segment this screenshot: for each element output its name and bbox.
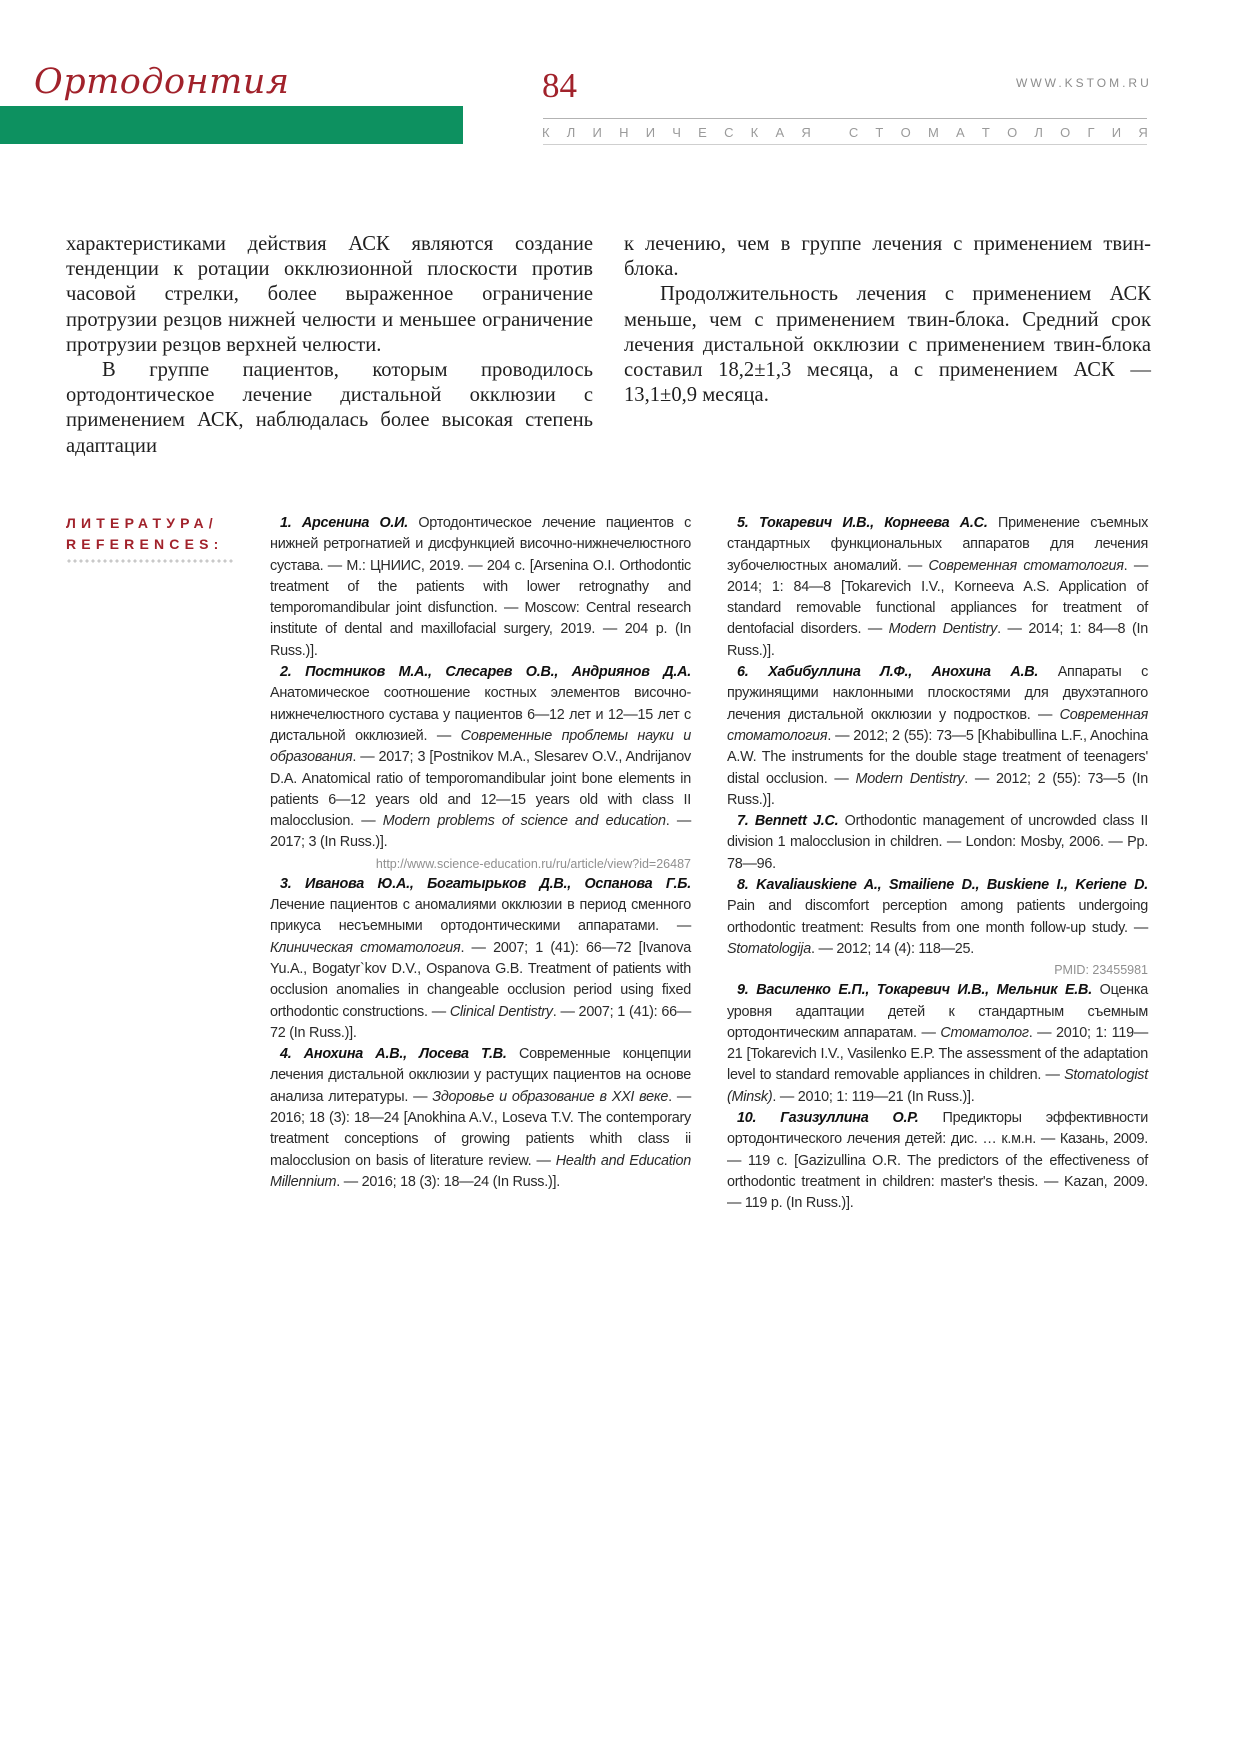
journal-name-letter: О <box>1060 125 1071 140</box>
reference-item <box>727 811 1148 875</box>
reference-text: Оценка уровня адаптации детей к стандартным съемным ортодонтическим аппаратам. — <box>727 982 1148 1041</box>
journal-name-letter: К <box>750 125 759 140</box>
reference-text: Аппараты с пружинящими наклонными плоскостями для двухэтапного лечения дистальной окклюзии у подростков. — <box>727 664 1149 723</box>
reference-number: 8. <box>737 877 749 894</box>
reference-journal-en: Modern problems of science and education <box>382 813 666 830</box>
references-heading-en: REFERENCES: <box>66 536 224 552</box>
reference-journal: Клиническая стоматология <box>270 939 461 956</box>
reference-item <box>270 662 691 854</box>
journal-name-letter: С <box>848 125 859 140</box>
reference-text-en: [Postnikov M.A., Slesarev O.V., Andrijanov D.A. Anatomical ratio of temporomandibular joint bone elements in patients 6—12 years old and 12—15 years old with class II malocclusion. — <box>270 749 691 830</box>
reference-journal-en: Modern Dentistry <box>888 621 998 638</box>
reference-journal: Стоматолог <box>940 1024 1029 1041</box>
journal-name-letter: О <box>900 125 911 140</box>
journal-name-letter: Н <box>619 125 629 140</box>
reference-issue: . — 2016; 18 (3): 18—24 <box>270 1088 691 1127</box>
journal-name-letter: А <box>956 125 965 140</box>
reference-authors: Иванова Ю.А., Богатырьков Д.В., Оспанова Г.Б. <box>304 875 691 892</box>
journal-name-letter: И <box>1111 125 1122 140</box>
dotted-divider <box>66 557 234 565</box>
reference-journal-en: Stomatologist (Minsk) <box>727 1067 1148 1105</box>
reference-text: Ортодонтическое лечение пациентов с нижней ретрогнатией и дисфункцией височно-нижнечелюстного сустава. — М.: ЦНИИС, 2019. — 204 с. <box>270 515 692 574</box>
reference-journal-en: Clinical Dentistry <box>449 1003 553 1020</box>
reference-issue: . — 2007; 1 (41): 66—72 <box>460 939 632 956</box>
reference-journal: Современные проблемы науки и образования <box>270 727 691 766</box>
journal-name <box>542 125 1148 140</box>
reference-issue: . — 2012; 2 (55): 73—5 <box>827 727 974 744</box>
journal-name-letter: Л <box>566 125 576 140</box>
journal-name-letter: И <box>645 125 656 140</box>
reference-authors: Постников М.А., Слесарев О.В., Андриянов Д.А. <box>305 664 692 681</box>
reference-issue: . — 2012; 14 (4): 118—25. <box>810 940 975 957</box>
journal-name-letter: К <box>542 125 550 140</box>
section-title: Ортодонтия <box>34 62 290 102</box>
reference-issue: . — 2010; 1: 119—21 <box>727 1024 1149 1063</box>
website-url[interactable]: WWW.KSTOM.RU <box>1016 76 1152 90</box>
reference-item <box>727 875 1148 960</box>
reference-text: Лечение пациентов с аномалиями окклюзии в период сменного прикуса несъемными ортодонтическими аппаратами. — <box>270 897 691 935</box>
references-heading-ru: ЛИТЕРАТУРА/ <box>66 515 218 531</box>
reference-text-en: [Tokarevich I.V., Vasilenko E.P. The assessment of the adaptation level to standard removable appliances in children. — <box>727 1046 1149 1084</box>
reference-journal-en: Modern Dentistry <box>855 770 965 787</box>
reference-journal: Stomatologija <box>727 940 811 957</box>
reference-number: 6. <box>737 664 749 681</box>
reference-authors: Токаревич И.В., Корнеева А.С. <box>758 515 988 531</box>
references-column-1 <box>270 513 691 1193</box>
references-heading <box>66 513 224 555</box>
reference-text-en: [Khabibullina L.F., Anochina A.W. The instruments for the double stage treatment of teenagers' distal occlusion. — <box>727 727 1149 787</box>
reference-text-en: [Tokarevich I.V., Korneeva A.S. Application of standard removable functional appliances for treatment of dentofacial disorders. — <box>727 578 1149 638</box>
reference-number: 4. <box>280 1046 292 1063</box>
reference-number: 1. <box>280 515 292 531</box>
reference-authors: Арсенина О.И. <box>301 515 409 531</box>
reference-authors: Анохина А.В., Лосева Т.В. <box>303 1046 507 1063</box>
journal-name-letter: М <box>927 125 939 140</box>
reference-text: Анатомическое соотношение костных элементов височно-нижнечелюстного сустава у пациентов 6—12 лет и 12—15 лет с дистальной окклюзией. — <box>270 685 691 744</box>
reference-issue-en: . — 2016; 18 (3): 18—24 (In Russ.)]. <box>336 1173 561 1190</box>
reference-authors: Kavaliauskiene A., Smailiene D., Buskiene I., Keriene D. <box>756 877 1149 894</box>
journal-name-letter: О <box>1007 125 1018 140</box>
body-paragraph: к лечению, чем в группе лечения с применением твин-блока. <box>624 233 1151 281</box>
reference-link[interactable]: http://www.science-education.ru/ru/article/view?id=26487 <box>375 856 691 871</box>
reference-item <box>727 1108 1148 1214</box>
reference-text: Предикторы эффективности ортодонтического лечения детей: дис. … к.м.н. — Казань, 2009. — 119 с. <box>727 1110 1149 1169</box>
body-column-left <box>66 232 593 459</box>
reference-number: 9. <box>737 982 749 999</box>
reference-item <box>727 980 1148 1108</box>
body-paragraph: Продолжительность лечения с применением АСК меньше, чем с применением твин-блока. Средний срок лечения дистальной окклюзии с применением твин-блока составил 18,2±1,3 месяца, а с применением АСК — 13,1±0,9 месяца. <box>624 283 1151 407</box>
reference-authors: Газизуллина О.Р. <box>780 1110 919 1127</box>
reference-journal: Здоровье и образование в XXI веке <box>432 1088 669 1105</box>
reference-issue: . — 2017; 3 <box>352 749 426 766</box>
reference-number: 5. <box>737 515 749 531</box>
reference-text-en: [Ivanova Yu.A., Bogatyr`kov D.V., Ospanova G.B. Treatment of patients with occlusion anomalies in changeable occlusion period using fixed orthodontic constructions. — <box>270 939 692 1020</box>
reference-number: 2. <box>280 664 292 681</box>
journal-name-letter: Т <box>981 125 990 140</box>
header-divider-lower <box>543 144 1147 145</box>
references-column-2 <box>727 513 1148 1215</box>
page-number: 84 <box>542 66 577 105</box>
journal-name-letter: Ч <box>672 125 681 140</box>
journal-name-letter: Г <box>1087 125 1095 140</box>
reference-issue-en: . — 2007; 1 (41): 66—72 (In Russ.)]. <box>270 1003 691 1041</box>
reference-text: Orthodontic management of uncrowded class II division 1 malocclusion in children. — London: Mosby, 2006. — Pp. 78—96. <box>727 813 1148 872</box>
reference-item <box>270 1044 691 1193</box>
reference-authors: Bennett J.C. <box>754 813 839 830</box>
reference-link[interactable]: PMID: 23455981 <box>1054 963 1148 978</box>
reference-number: 3. <box>280 875 292 892</box>
reference-number: 10. <box>737 1110 757 1127</box>
reference-item <box>270 513 691 662</box>
journal-name-letter <box>828 125 832 140</box>
reference-text-en: [Anokhina A.V., Loseva T.V. The contemporary treatment conceptions of growing patients whith class ii malocclusion on basis of literature review. — <box>270 1110 691 1169</box>
reference-journal-en: Health and Education Millennium <box>270 1152 691 1190</box>
reference-item <box>727 662 1148 811</box>
journal-name-letter: Т <box>875 125 884 140</box>
header-divider <box>543 118 1147 119</box>
journal-name-letter: И <box>592 125 602 140</box>
reference-number: 7. <box>737 813 749 830</box>
reference-journal: Современная стоматология <box>727 706 1149 744</box>
journal-name-letter: А <box>775 125 785 140</box>
reference-text-en: [Gazizullina O.R. The predictors of the effectiveness of orthodontic treatment in children: master's thesis. — Kazan, 2009. — 119 p. (In Russ.)]. <box>727 1152 1148 1212</box>
journal-name-letter: Л <box>1034 125 1043 140</box>
reference-journal: Современная стоматология <box>928 557 1124 574</box>
section-color-bar <box>0 106 463 144</box>
reference-issue-en: . — 2010; 1: 119—21 (In Russ.)]. <box>772 1088 975 1105</box>
reference-text: Применение съемных стандартных функциональных аппаратов для лечения зубочелюстных аномалий. — <box>727 515 1149 574</box>
reference-item <box>727 513 1148 662</box>
reference-authors: Василенко Е.П., Токаревич И.В., Мельник Е.В. <box>756 982 1092 999</box>
journal-name-letter: С <box>724 125 734 140</box>
reference-issue-en: . — 2012; 2 (55): 73—5 (In Russ.)]. <box>727 770 1148 808</box>
reference-text: Pain and discomfort perception among patients undergoing orthodontic treatment: Results from one month follow-up study. — <box>727 898 1148 936</box>
reference-issue: . — 2014; 1: 84—8 <box>727 557 1149 595</box>
reference-issue-en: . — 2017; 3 (In Russ.)]. <box>270 813 692 851</box>
body-paragraph: характеристиками действия АСК являются создание тенденции к ротации окклюзионной плоскости против часовой стрелки, более выраженное ограничение протрузии резцов нижней челюсти и меньшее ограничение протрузии резцов верхней челюсти. <box>66 233 593 356</box>
journal-name-letter: Я <box>801 125 811 140</box>
body-column-right <box>624 232 1151 408</box>
journal-name-letter: Е <box>698 125 707 140</box>
journal-name-letter: Я <box>1138 125 1148 140</box>
reference-item <box>270 874 691 1044</box>
reference-text-en: [Arsenina O.I. Orthodontic treatment of the patients with lower retrognathy and temporomandibular joint disfunction. — Moscow: Central research institute of dental and maxillofacial surgery, 2019. — 204 p. (In Russ.)]. <box>270 557 691 659</box>
reference-text: Современные концепции лечения дистальной окклюзии у растущих пациентов на основе анализа литературы. — <box>270 1046 691 1105</box>
reference-issue-en: . — 2014; 1: 84—8 (In Russ.)]. <box>727 621 1149 659</box>
body-paragraph: В группе пациентов, которым проводилось ортодонтическое лечение дистальной окклюзии с применением АСК, наблюдалась более высокая степень адаптации <box>66 359 593 457</box>
reference-authors: Хабибуллина Л.Ф., Анохина А.В. <box>768 664 1039 681</box>
